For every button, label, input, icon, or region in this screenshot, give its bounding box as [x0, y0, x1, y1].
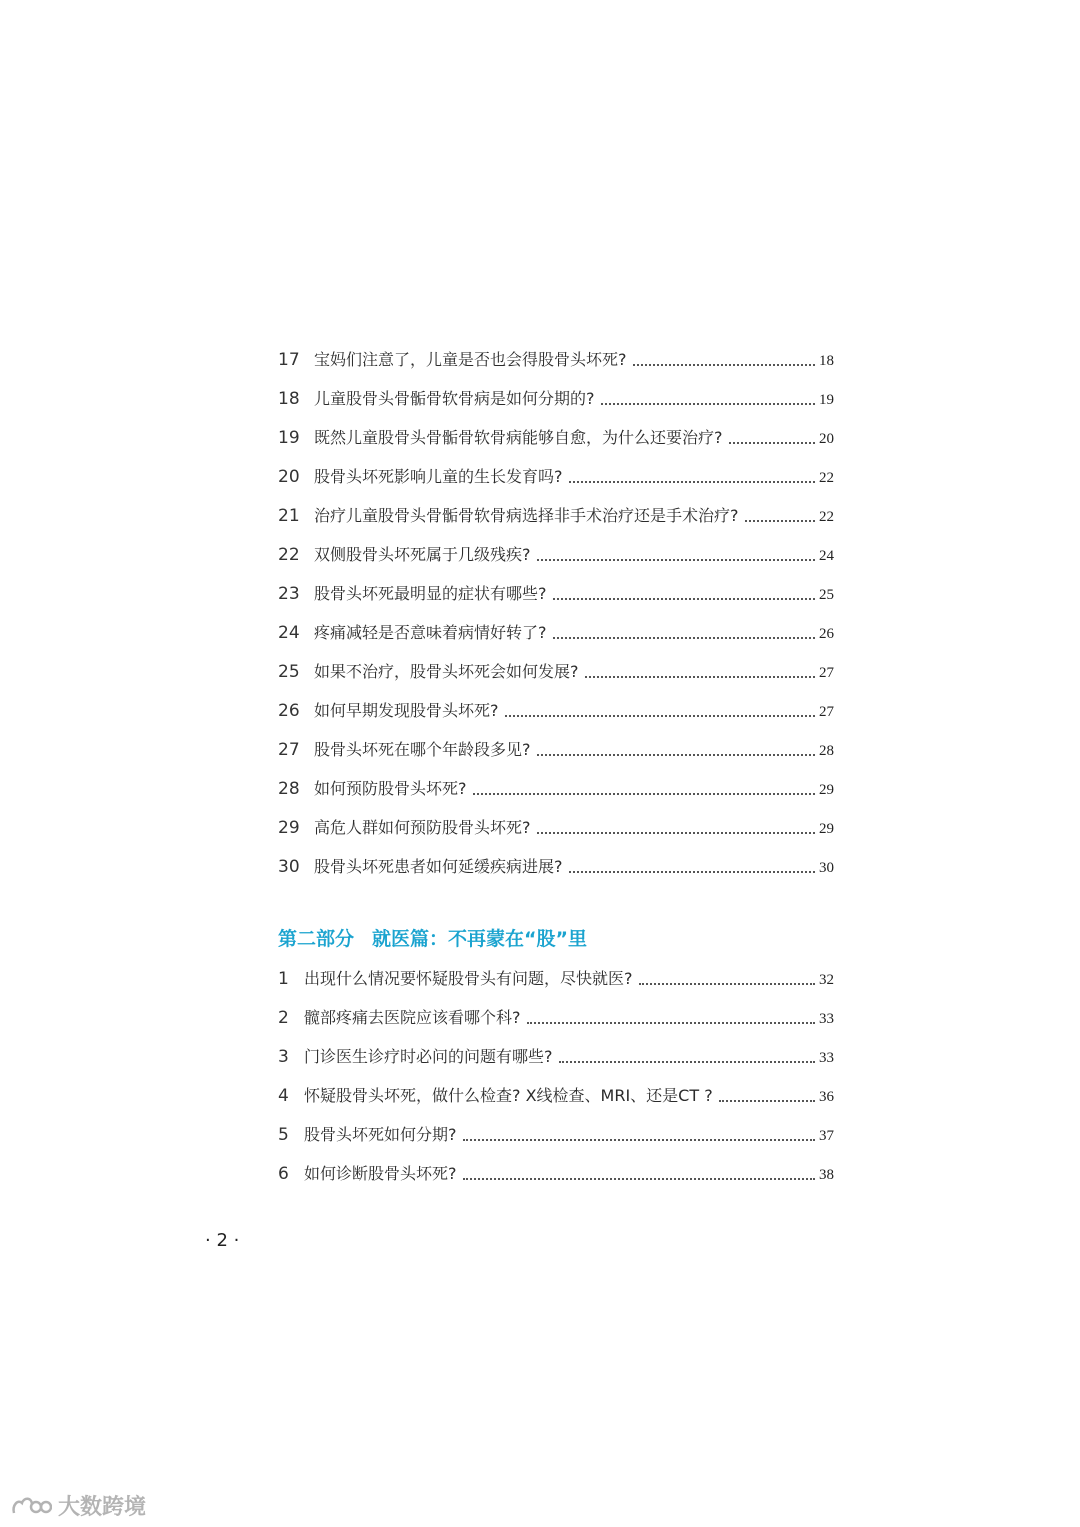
- entry-page: 25: [819, 587, 834, 603]
- entry-page: 20: [819, 431, 834, 447]
- entry-number: 28: [278, 779, 300, 799]
- entry-page: 22: [819, 509, 834, 525]
- toc-entry[interactable]: [278, 386, 834, 416]
- leader-dots: [639, 983, 816, 985]
- leader-dots: [745, 520, 816, 522]
- page-number: · 2 ·: [205, 1230, 240, 1251]
- leader-dots: [527, 1022, 816, 1024]
- entry-title: 股骨头坏死在哪个年龄段多见?: [314, 740, 531, 759]
- entry-number: 5: [278, 1125, 289, 1145]
- entry-number: 26: [278, 701, 300, 721]
- entry-page: 18: [819, 353, 834, 369]
- watermark: [10, 1490, 146, 1521]
- entry-page: 30: [819, 860, 834, 876]
- entry-title: 高危人群如何预防股骨头坏死?: [314, 818, 531, 837]
- leader-dots: [601, 403, 816, 405]
- entry-title: 如何诊断股骨头坏死?: [304, 1164, 457, 1183]
- toc-entry[interactable]: [278, 620, 834, 650]
- toc-entry[interactable]: [278, 698, 834, 728]
- entry-title: 股骨头坏死最明显的症状有哪些?: [314, 584, 547, 603]
- leader-dots: [463, 1139, 816, 1141]
- entry-number: 2: [278, 1008, 289, 1028]
- entry-title: 股骨头坏死如何分期?: [304, 1125, 457, 1144]
- entry-number: 25: [278, 662, 300, 682]
- entry-page: 29: [819, 821, 834, 837]
- entry-title: 如何早期发现股骨头坏死?: [314, 701, 499, 720]
- part-title: 就医篇：不再蒙在“股”里: [372, 928, 587, 950]
- entry-page: 37: [819, 1128, 834, 1144]
- leader-dots: [585, 676, 816, 678]
- entry-number: 27: [278, 740, 300, 760]
- leader-dots: [569, 481, 816, 483]
- entry-page: 24: [819, 548, 834, 564]
- entry-title: 怀疑股骨头坏死，做什么检查? X线检查、MRI、还是CT ?: [304, 1086, 713, 1105]
- entry-title: 出现什么情况要怀疑股骨头有问题，尽快就医?: [304, 969, 633, 988]
- entry-number: 3: [278, 1047, 289, 1067]
- entry-title: 如果不治疗，股骨头坏死会如何发展?: [314, 662, 579, 681]
- entry-page: 28: [819, 743, 834, 759]
- entry-title: 如何预防股骨头坏死?: [314, 779, 467, 798]
- part-label: 第二部分: [278, 928, 355, 950]
- toc-entry[interactable]: [278, 1083, 834, 1113]
- entry-number: 30: [278, 857, 300, 877]
- toc-entry[interactable]: [278, 966, 834, 996]
- entry-page: 38: [819, 1167, 834, 1183]
- toc-entry[interactable]: [278, 659, 834, 689]
- entry-number: 23: [278, 584, 300, 604]
- toc-entry[interactable]: [278, 815, 834, 845]
- entry-number: 17: [278, 350, 300, 370]
- entry-number: 6: [278, 1164, 289, 1184]
- entry-page: 19: [819, 392, 834, 408]
- entry-number: 21: [278, 506, 300, 526]
- toc-entry[interactable]: [278, 1122, 834, 1152]
- toc-entry[interactable]: [278, 542, 834, 572]
- entry-page: 26: [819, 626, 834, 642]
- leader-dots: [537, 832, 816, 834]
- watermark-text: 大数跨境: [58, 1495, 147, 1520]
- entry-number: 18: [278, 389, 300, 409]
- entry-number: 20: [278, 467, 300, 487]
- entry-number: 24: [278, 623, 300, 643]
- leader-dots: [729, 442, 816, 444]
- entry-title: 髋部疼痛去医院应该看哪个科?: [304, 1008, 521, 1027]
- entry-number: 22: [278, 545, 300, 565]
- toc-entry[interactable]: [278, 737, 834, 767]
- entry-page: 33: [819, 1050, 834, 1066]
- entry-number: 19: [278, 428, 300, 448]
- toc-entry[interactable]: [278, 854, 834, 884]
- entry-title: 既然儿童股骨头骨骺骨软骨病能够自愈，为什么还要治疗?: [314, 428, 723, 447]
- leader-dots: [537, 754, 816, 756]
- toc-entry[interactable]: [278, 503, 834, 533]
- entry-title: 治疗儿童股骨头骨骺骨软骨病选择非手术治疗还是手术治疗?: [314, 506, 739, 525]
- leader-dots: [553, 598, 816, 600]
- entry-number: 4: [278, 1086, 289, 1106]
- watermark-logo-icon: [10, 1493, 52, 1519]
- entry-page: 33: [819, 1011, 834, 1027]
- entry-page: 36: [819, 1089, 834, 1105]
- leader-dots: [569, 871, 816, 873]
- entry-page: 32: [819, 972, 834, 988]
- entry-page: 29: [819, 782, 834, 798]
- leader-dots: [537, 559, 816, 561]
- leader-dots: [463, 1178, 816, 1180]
- leader-dots: [559, 1061, 816, 1063]
- toc-entry[interactable]: [278, 464, 834, 494]
- entry-page: 22: [819, 470, 834, 486]
- entry-title: 门诊医生诊疗时必问的问题有哪些?: [304, 1047, 553, 1066]
- toc-entry[interactable]: [278, 425, 834, 455]
- toc-entry[interactable]: [278, 347, 834, 377]
- entry-title: 股骨头坏死影响儿童的生长发育吗?: [314, 467, 563, 486]
- toc-entry[interactable]: [278, 581, 834, 611]
- leader-dots: [553, 637, 816, 639]
- entry-title: 疼痛减轻是否意味着病情好转了?: [314, 623, 547, 642]
- entry-page: 27: [819, 665, 834, 681]
- toc-entry[interactable]: [278, 1161, 834, 1191]
- leader-dots: [719, 1100, 815, 1102]
- toc-entry[interactable]: [278, 776, 834, 806]
- part-two-heading[interactable]: [278, 924, 587, 951]
- entry-number: 1: [278, 969, 289, 989]
- entry-title: 股骨头坏死患者如何延缓疾病进展?: [314, 857, 563, 876]
- toc-entry[interactable]: [278, 1005, 834, 1035]
- entry-title: 双侧股骨头坏死属于几级残疾?: [314, 545, 531, 564]
- leader-dots: [505, 715, 816, 717]
- entry-number: 29: [278, 818, 300, 838]
- leader-dots: [633, 364, 816, 366]
- leader-dots: [473, 793, 816, 795]
- toc-entry[interactable]: [278, 1044, 834, 1074]
- entry-title: 儿童股骨头骨骺骨软骨病是如何分期的?: [314, 389, 595, 408]
- entry-title: 宝妈们注意了，儿童是否也会得股骨头坏死?: [314, 350, 627, 369]
- entry-page: 27: [819, 704, 834, 720]
